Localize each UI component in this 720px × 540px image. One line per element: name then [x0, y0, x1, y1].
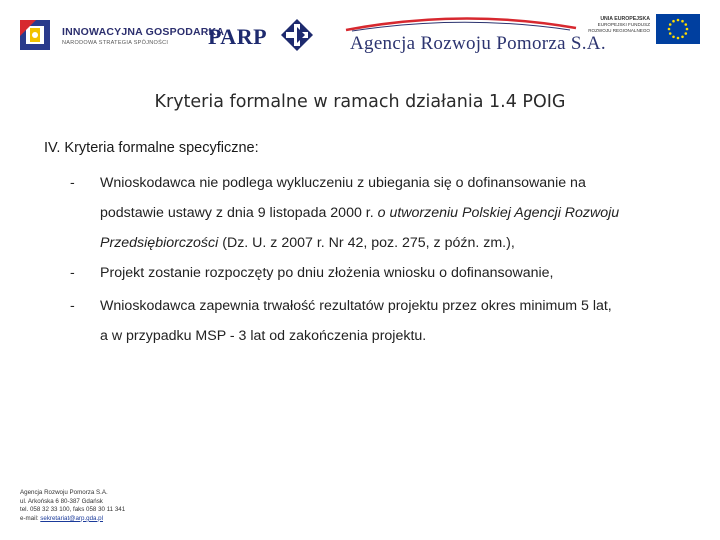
list-dash: -	[70, 265, 75, 281]
list-dash: -	[70, 298, 75, 314]
footer-email-label: e-mail:	[20, 514, 41, 522]
footer-company: Agencja Rozwoju Pomorza S.A.	[20, 489, 108, 496]
eu-logo	[584, 14, 702, 46]
criteria-text	[100, 258, 700, 288]
criteria-text-plain: podstawie ustawy z dnia 9 listopada 2000 r.	[100, 205, 378, 221]
criteria-text-plain: (Dz. U. z 2007 r. Nr 42, poz. 275, z późn. zm.),	[218, 235, 515, 251]
parp-text: PARP	[208, 24, 268, 49]
innowacyjna-gospodarka-logo	[16, 16, 225, 56]
criteria-text	[100, 291, 700, 351]
eu-line1: UNIA EUROPEJSKA	[600, 16, 650, 22]
criteria-line: a w przypadku MSP - 3 lat od zakończenia projektu.	[100, 328, 427, 344]
ig-star-icon	[16, 16, 56, 54]
arp-arc-icon	[342, 14, 580, 32]
footer-email-row	[20, 515, 125, 524]
act-title-italic: Przedsiębiorczości	[100, 235, 219, 251]
ig-subtitle: NARODOWA STRATEGIA SPÓJNOŚCI	[62, 40, 169, 46]
eu-line2: EUROPEJSKI FUNDUSZ	[597, 22, 650, 27]
eu-flag-icon	[656, 14, 700, 44]
eu-line3: ROZWOJU REGIONALNEGO	[588, 28, 650, 33]
criteria-line: Wnioskodawca zapewnia trwałość rezultatów projektu przez okres minimum 5 lat,	[100, 298, 612, 314]
eu-text	[584, 16, 650, 34]
agencja-rozwoju-pomorza-logo	[342, 14, 606, 58]
criteria-line	[100, 228, 700, 258]
footer-contact	[20, 489, 125, 523]
arp-text: Agencja Rozwoju Pomorza S.A.	[350, 33, 606, 54]
act-title-italic: o utworzeniu Polskiej Agencji Rozwoju	[377, 205, 620, 221]
list-dash: -	[70, 175, 75, 191]
parp-emblem-icon	[280, 18, 314, 52]
footer-email-link[interactable]: sekretariat@arp.gda.pl	[40, 514, 103, 522]
ig-title: INNOWACYJNA GOSPODARKA	[62, 26, 225, 38]
criteria-text	[100, 168, 700, 258]
page-title: Kryteria formalne w ramach działania 1.4 POIG	[154, 92, 566, 112]
criteria-line: Wnioskodawca nie podlega wykluczeniu z ubiegania się o dofinansowanie na	[100, 175, 586, 191]
criteria-line	[100, 198, 700, 228]
footer-phone: tel. 058 32 33 100, faks 058 30 11 341	[20, 506, 126, 514]
parp-logo	[208, 16, 316, 56]
footer-address: ul. Arkońska 6 80-387 Gdańsk	[20, 497, 103, 505]
criteria-line: Projekt zostanie rozpoczęty po dniu złożenia wniosku o dofinansowanie,	[100, 265, 554, 281]
section-heading: IV. Kryteria formalne specyficzne:	[44, 140, 259, 156]
